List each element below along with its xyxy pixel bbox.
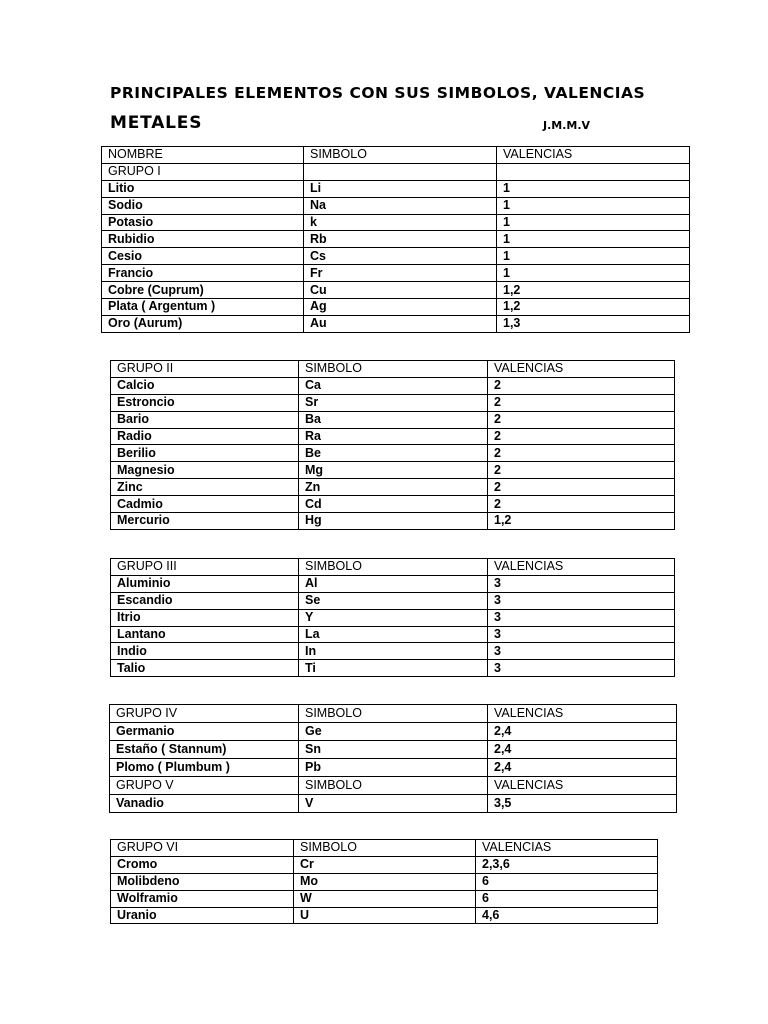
symbol-cell: Mg [299, 462, 488, 479]
element-name-cell: GRUPO V [110, 777, 299, 795]
table-row [111, 907, 658, 924]
element-name-cell: Rubidio [102, 231, 304, 248]
symbol-cell: Ca [299, 377, 488, 394]
valence-cell: 3 [488, 626, 675, 643]
symbol-cell: La [299, 626, 488, 643]
element-name-cell: Cromo [111, 856, 294, 873]
header-cell: VALENCIAS [488, 361, 675, 378]
table-row [102, 231, 690, 248]
element-name-cell: Cobre (Cuprum) [102, 282, 304, 299]
element-name-cell: Plata ( Argentum ) [102, 299, 304, 316]
element-name-cell: Wolframio [111, 890, 294, 907]
table-row [111, 479, 675, 496]
valence-cell: 1 [497, 197, 690, 214]
element-name-cell: Oro (Aurum) [102, 315, 304, 332]
symbol-cell: k [304, 214, 497, 231]
element-name-cell: Lantano [111, 626, 299, 643]
header-cell: GRUPO VI [111, 840, 294, 857]
symbol-cell: Ba [299, 411, 488, 428]
symbol-cell: Cu [304, 282, 497, 299]
table-row [102, 214, 690, 231]
element-name-cell: Francio [102, 265, 304, 282]
valence-cell: 1,2 [497, 299, 690, 316]
table-header-row [111, 559, 675, 576]
header-cell: SIMBOLO [299, 705, 488, 723]
symbol-cell: V [299, 795, 488, 813]
symbol-cell: Al [299, 575, 488, 592]
symbol-cell: In [299, 643, 488, 660]
table-row [111, 575, 675, 592]
header-cell: NOMBRE [102, 147, 304, 164]
table-row [102, 163, 690, 180]
element-name-cell: Escandio [111, 592, 299, 609]
valence-cell: 2,4 [488, 759, 677, 777]
table-row [102, 248, 690, 265]
valence-cell: 2 [488, 377, 675, 394]
element-name-cell: Itrio [111, 609, 299, 626]
header-cell: GRUPO IV [110, 705, 299, 723]
valence-cell: 2 [488, 462, 675, 479]
header-cell: VALENCIAS [488, 705, 677, 723]
valence-cell: 1,2 [488, 513, 675, 530]
element-name-cell: Talio [111, 660, 299, 677]
table-header-row [102, 147, 690, 164]
table-row [110, 795, 677, 813]
symbol-cell: SIMBOLO [299, 777, 488, 795]
valence-cell: VALENCIAS [488, 777, 677, 795]
table-row [111, 445, 675, 462]
symbol-cell: Hg [299, 513, 488, 530]
symbol-cell: Cr [294, 856, 476, 873]
valence-cell: 2 [488, 411, 675, 428]
author-initials: J.M.M.V [543, 119, 591, 132]
symbol-cell: Li [304, 180, 497, 197]
valence-cell: 1 [497, 214, 690, 231]
element-name-cell: Bario [111, 411, 299, 428]
valence-cell: 2 [488, 445, 675, 462]
symbol-cell: Pb [299, 759, 488, 777]
element-name-cell: Cesio [102, 248, 304, 265]
table-row [111, 856, 658, 873]
element-name-cell: Zinc [111, 479, 299, 496]
valence-cell: 1,3 [497, 315, 690, 332]
valence-cell: 3 [488, 660, 675, 677]
element-name-cell: Molibdeno [111, 873, 294, 890]
table-row [102, 299, 690, 316]
table-row [102, 180, 690, 197]
element-name-cell: Vanadio [110, 795, 299, 813]
table-header-row [110, 705, 677, 723]
header-cell: GRUPO II [111, 361, 299, 378]
table-row [111, 592, 675, 609]
symbol-cell: Au [304, 315, 497, 332]
table-row [110, 723, 677, 741]
symbol-cell: Na [304, 197, 497, 214]
symbol-cell: Mo [294, 873, 476, 890]
table-row [111, 377, 675, 394]
valence-cell: 2 [488, 428, 675, 445]
group-3-table [110, 558, 675, 677]
element-name-cell: Magnesio [111, 462, 299, 479]
table-row [102, 315, 690, 332]
element-name-cell: Radio [111, 428, 299, 445]
element-name-cell: Germanio [110, 723, 299, 741]
valence-cell: 3,5 [488, 795, 677, 813]
valence-cell: 1 [497, 231, 690, 248]
element-name-cell: Estaño ( Stannum) [110, 741, 299, 759]
header-cell: SIMBOLO [294, 840, 476, 857]
element-name-cell: Plomo ( Plumbum ) [110, 759, 299, 777]
section-title: METALES [110, 113, 203, 133]
element-name-cell: Cadmio [111, 496, 299, 513]
valence-cell: 2,3,6 [476, 856, 658, 873]
header-cell: SIMBOLO [299, 559, 488, 576]
table-row [111, 643, 675, 660]
table-row [102, 282, 690, 299]
element-name-cell: Litio [102, 180, 304, 197]
document-title: PRINCIPALES ELEMENTOS CON SUS SIMBOLOS, VALENCIAS [110, 84, 646, 102]
element-name-cell: Sodio [102, 197, 304, 214]
group-6-table [110, 839, 658, 924]
table-row [102, 265, 690, 282]
element-name-cell: Indio [111, 643, 299, 660]
symbol-cell: Sr [299, 394, 488, 411]
valence-cell: 2 [488, 496, 675, 513]
valence-cell: 1 [497, 265, 690, 282]
symbol-cell: Zn [299, 479, 488, 496]
table-row [111, 411, 675, 428]
table-header-row [111, 840, 658, 857]
header-cell: VALENCIAS [497, 147, 690, 164]
valence-cell: 2,4 [488, 741, 677, 759]
group-4-5-table [109, 704, 677, 813]
table-header-row [111, 361, 675, 378]
table-row [111, 394, 675, 411]
symbol-cell: Ag [304, 299, 497, 316]
table-row [111, 462, 675, 479]
valence-cell: 3 [488, 592, 675, 609]
element-name-cell: Mercurio [111, 513, 299, 530]
element-name-cell: Aluminio [111, 575, 299, 592]
symbol-cell [304, 163, 497, 180]
table-row [111, 873, 658, 890]
table-row [111, 626, 675, 643]
table-row [111, 660, 675, 677]
element-name-cell: Berilio [111, 445, 299, 462]
header-cell: SIMBOLO [304, 147, 497, 164]
valence-cell: 3 [488, 575, 675, 592]
element-name-cell: GRUPO I [102, 163, 304, 180]
valence-cell: 3 [488, 609, 675, 626]
symbol-cell: Rb [304, 231, 497, 248]
valence-cell: 3 [488, 643, 675, 660]
symbol-cell: Cd [299, 496, 488, 513]
symbol-cell: Sn [299, 741, 488, 759]
table-row [111, 513, 675, 530]
header-cell: VALENCIAS [476, 840, 658, 857]
valence-cell: 4,6 [476, 907, 658, 924]
symbol-cell: Y [299, 609, 488, 626]
valence-cell: 6 [476, 890, 658, 907]
table-row [111, 609, 675, 626]
valence-cell: 1,2 [497, 282, 690, 299]
valence-cell: 2,4 [488, 723, 677, 741]
header-cell: GRUPO III [111, 559, 299, 576]
symbol-cell: W [294, 890, 476, 907]
table-row [110, 759, 677, 777]
table-row [110, 741, 677, 759]
table-row [102, 197, 690, 214]
valence-cell: 2 [488, 394, 675, 411]
valence-cell: 1 [497, 180, 690, 197]
table-row [111, 890, 658, 907]
symbol-cell: Ti [299, 660, 488, 677]
valence-cell [497, 163, 690, 180]
table-row [111, 428, 675, 445]
symbol-cell: Ra [299, 428, 488, 445]
element-name-cell: Uranio [111, 907, 294, 924]
table-row [111, 496, 675, 513]
symbol-cell: Fr [304, 265, 497, 282]
symbol-cell: Be [299, 445, 488, 462]
valence-cell: 1 [497, 248, 690, 265]
valence-cell: 6 [476, 873, 658, 890]
header-cell: SIMBOLO [299, 361, 488, 378]
symbol-cell: Se [299, 592, 488, 609]
header-cell: VALENCIAS [488, 559, 675, 576]
symbol-cell: Cs [304, 248, 497, 265]
element-name-cell: Potasio [102, 214, 304, 231]
table-row [110, 777, 677, 795]
symbol-cell: U [294, 907, 476, 924]
element-name-cell: Estroncio [111, 394, 299, 411]
group-1-table [101, 146, 690, 333]
valence-cell: 2 [488, 479, 675, 496]
symbol-cell: Ge [299, 723, 488, 741]
group-2-table [110, 360, 675, 530]
element-name-cell: Calcio [111, 377, 299, 394]
